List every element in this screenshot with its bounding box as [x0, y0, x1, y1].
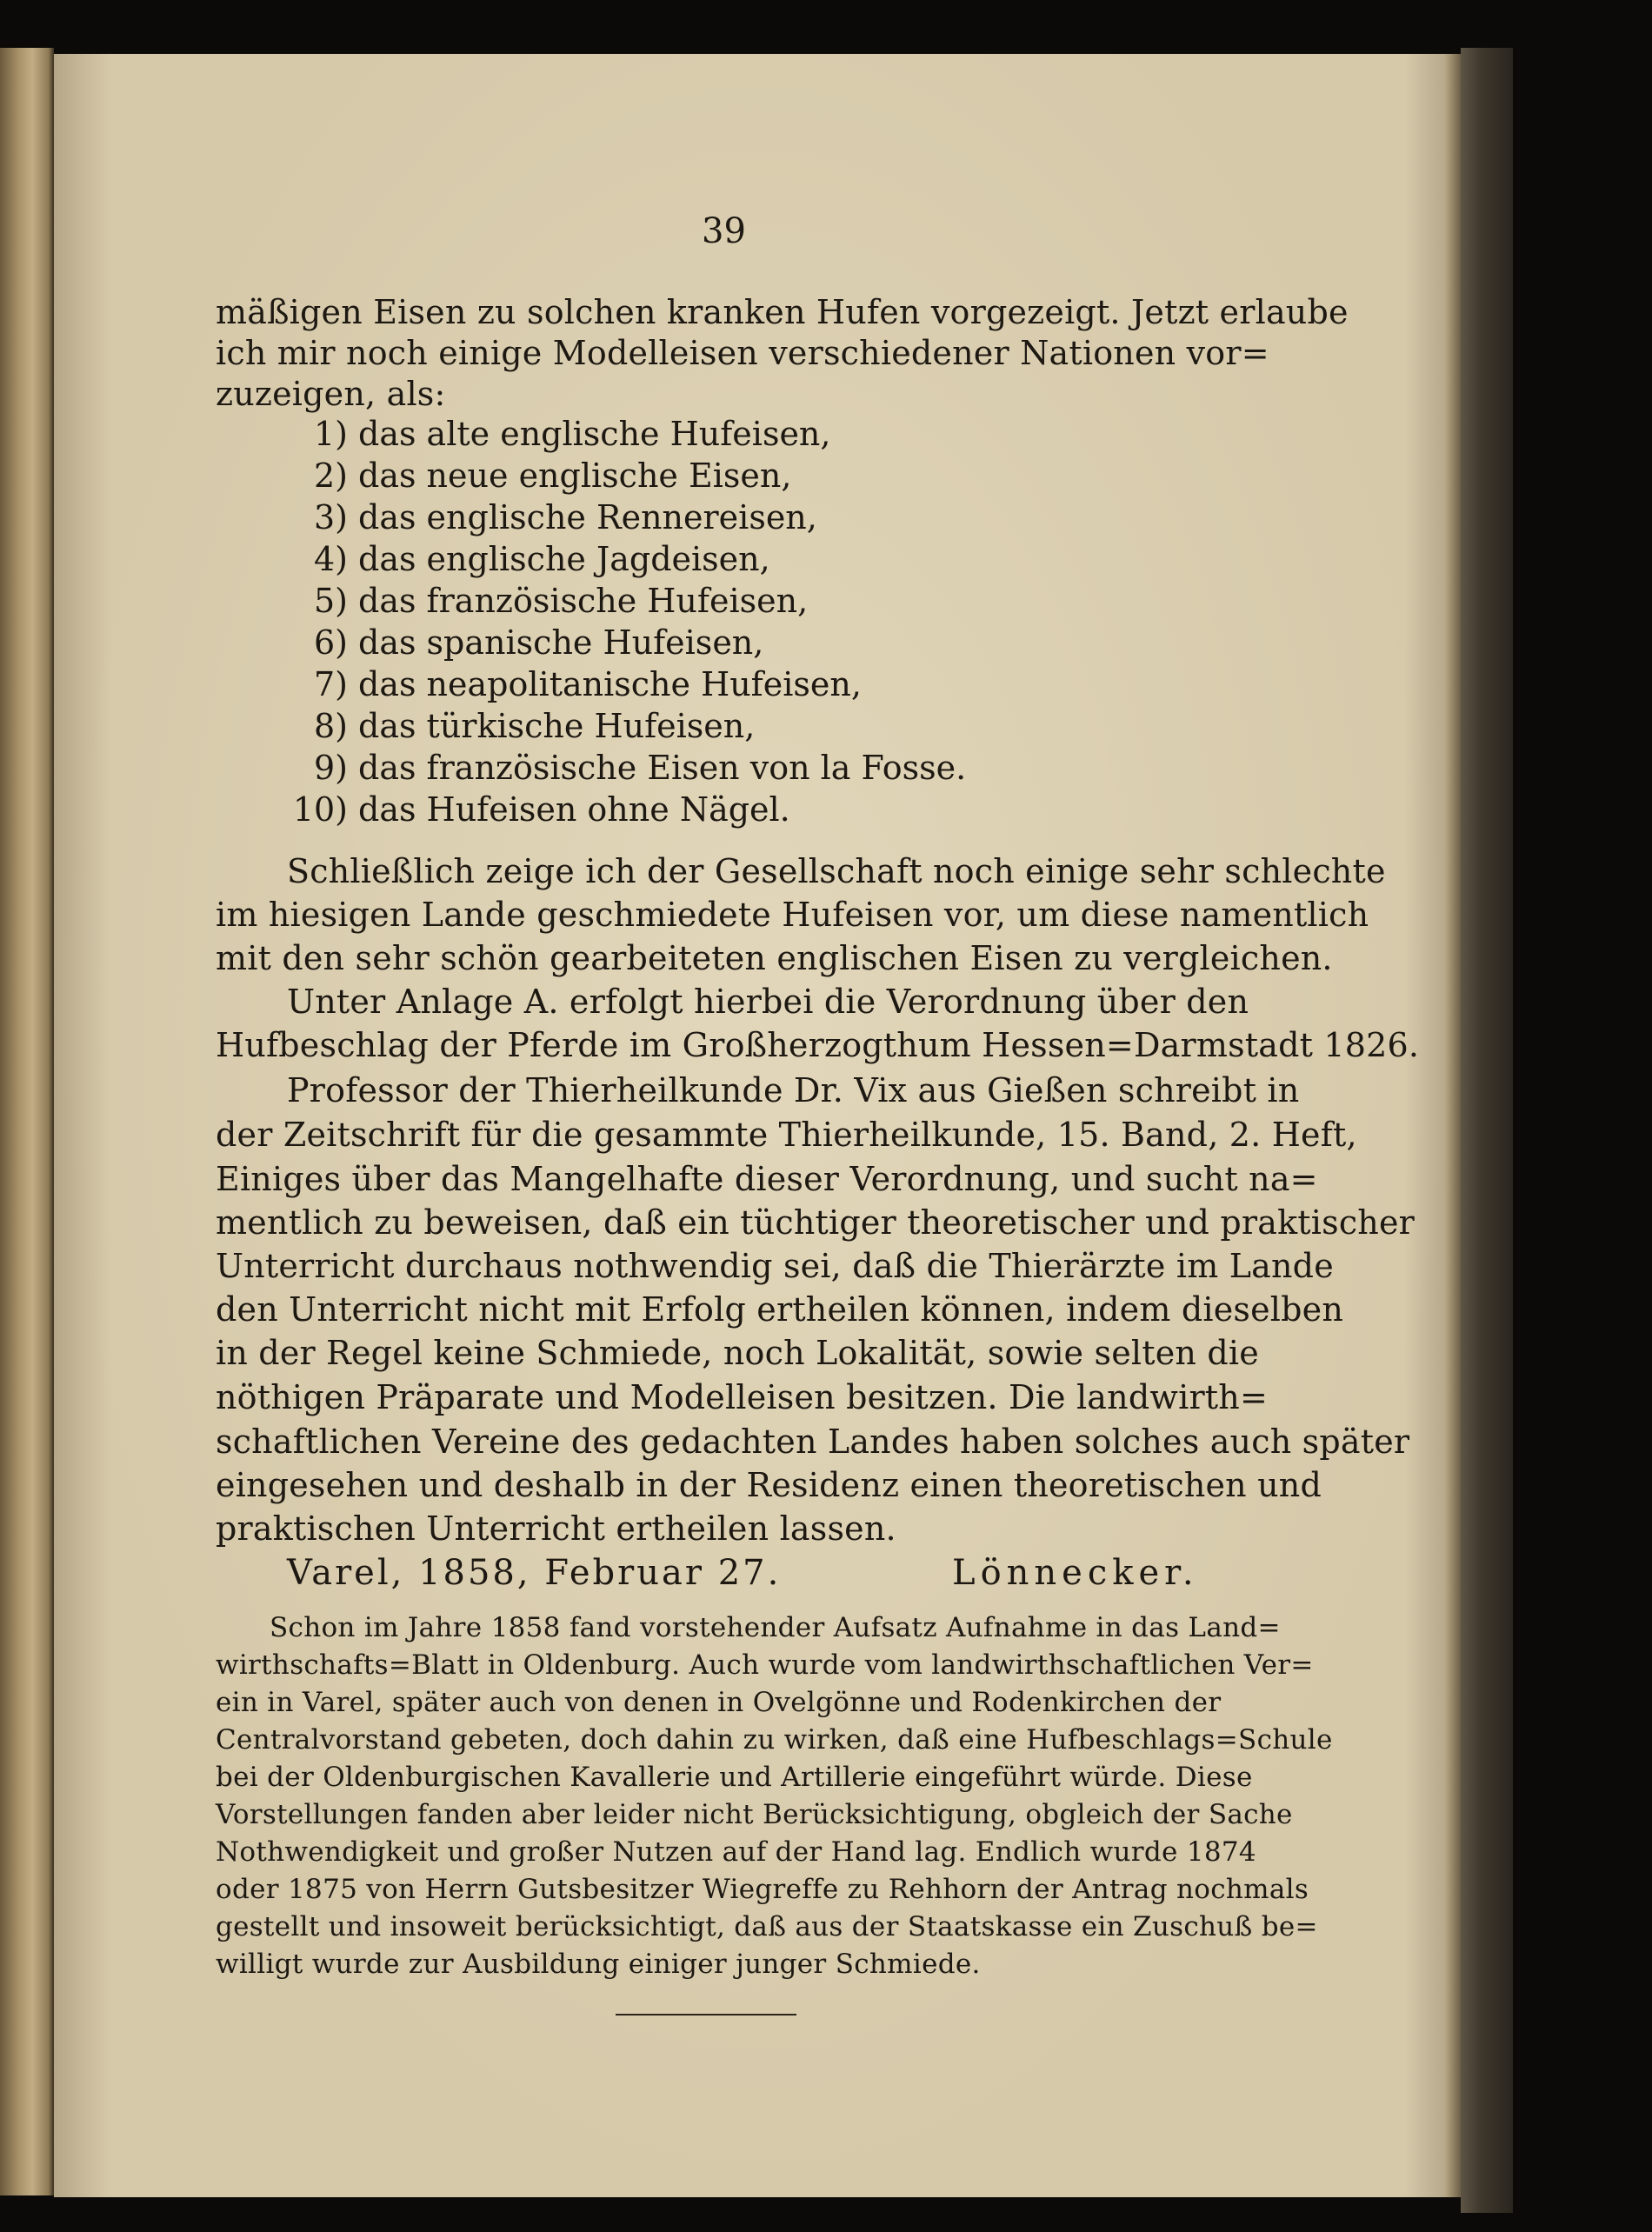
body-line: praktischen Unterricht ertheilen lassen.	[216, 1509, 896, 1548]
book-spine	[1461, 48, 1513, 2213]
intro-line-1: mäßigen Eisen zu solchen kranken Hufen vorgezeigt. Jetzt erlaube	[216, 293, 1349, 331]
body-line: nöthigen Präparate und Modelleisen besitzen. Die landwirth=	[216, 1378, 1268, 1416]
body-line: Professor der Thierheilkunde Dr. Vix aus Gießen schreibt in	[287, 1071, 1300, 1109]
body-line: den Unterricht nicht mit Erfolg ertheilen können, indem dieselben	[216, 1290, 1344, 1329]
page-number: 39	[702, 211, 746, 251]
list-item-number: 4)	[313, 540, 348, 578]
list-item-text: das englische Jagdeisen,	[358, 540, 770, 578]
body-line: Hufbeschlag der Pferde im Großherzogthum Hessen=Darmstadt 1826.	[216, 1026, 1420, 1064]
list-item-number: 6)	[313, 623, 348, 662]
list-item-text: das Hufeisen ohne Nägel.	[358, 790, 790, 829]
list-item-number: 3)	[313, 498, 348, 536]
list-item-text: das alte englische Hufeisen,	[358, 415, 831, 453]
list-item-number: 10)	[292, 790, 348, 829]
section-divider	[616, 2014, 796, 2015]
intro-line-2: ich mir noch einige Modelleisen verschiedener Nationen vor=	[216, 334, 1269, 372]
body-line: mit den sehr schön gearbeiteten englischen Eisen zu vergleichen.	[216, 939, 1333, 977]
footnote-line: bei der Oldenburgischen Kavallerie und Artillerie eingeführt würde. Diese	[216, 1762, 1253, 1793]
footnote-line: ein in Varel, später auch von denen in Ovelgönne und Rodenkirchen der	[216, 1687, 1222, 1718]
body-line: schaftlichen Vereine des gedachten Landes haben solches auch später	[216, 1422, 1410, 1461]
list-item-number: 8)	[313, 707, 348, 745]
list-item-number: 7)	[313, 665, 348, 703]
footnote-line: gestellt und insoweit berücksichtigt, daß aus der Staatskasse ein Zuschuß be=	[216, 1911, 1318, 1942]
list-item-number: 1)	[313, 415, 348, 453]
list-item-text: das englische Rennereisen,	[358, 498, 817, 536]
footnote-line: willigt wurde zur Ausbildung einiger junger Schmiede.	[216, 1949, 981, 1980]
list-item-number: 5)	[313, 582, 348, 620]
footnote-line: Centralvorstand gebeten, doch dahin zu wirken, daß eine Hufbeschlags=Schule	[216, 1724, 1333, 1756]
body-line: in der Regel keine Schmiede, noch Lokalität, sowie selten die	[216, 1334, 1259, 1372]
footnote-line: Vorstellungen fanden aber leider nicht Berücksichtigung, obgleich der Sache	[216, 1799, 1293, 1830]
list-item-text: das spanische Hufeisen,	[358, 623, 764, 662]
footnote-line: wirthschafts=Blatt in Oldenburg. Auch wurde vom landwirthschaftlichen Ver=	[216, 1649, 1314, 1681]
body-line: Unterricht durchaus nothwendig sei, daß die Thierärzte im Lande	[216, 1247, 1334, 1285]
body-line: Unter Anlage A. erfolgt hierbei die Verordnung über den	[287, 983, 1249, 1021]
body-line: eingesehen und deshalb in der Residenz einen theoretischen und	[216, 1466, 1322, 1504]
signature-name: Lönnecker.	[952, 1553, 1199, 1593]
list-item-text: das neue englische Eisen,	[358, 456, 792, 495]
body-line: mentlich zu beweisen, daß ein tüchtiger theoretischer und praktischer	[216, 1203, 1416, 1242]
list-item-number: 9)	[313, 749, 348, 787]
list-item-number: 2)	[313, 456, 348, 495]
body-line: Einiges über das Mangelhafte dieser Verordnung, und sucht na=	[216, 1160, 1318, 1198]
footnote-line: Nothwendigkeit und großer Nutzen auf der Hand lag. Endlich wurde 1874	[216, 1836, 1256, 1868]
list-item-text: das türkische Hufeisen,	[358, 707, 756, 745]
body-line: Schließlich zeige ich der Gesellschaft noch einige sehr schlechte	[287, 852, 1386, 890]
footnote-line: Schon im Jahre 1858 fand vorstehender Aufsatz Aufnahme in das Land=	[270, 1612, 1281, 1643]
body-line: der Zeitschrift für die gesammte Thierheilkunde, 15. Band, 2. Heft,	[216, 1116, 1357, 1154]
list-item-text: das französische Hufeisen,	[358, 582, 809, 620]
intro-line-3: zuzeigen, als:	[216, 375, 446, 413]
list-item-text: das neapolitanische Hufeisen,	[358, 665, 862, 703]
body-line: im hiesigen Lande geschmiedete Hufeisen vor, um diese namentlich	[216, 896, 1369, 934]
signature-place-date: Varel, 1858, Februar 27.	[287, 1553, 782, 1593]
page-gutter	[1445, 54, 1461, 2197]
footnote-line: oder 1875 von Herrn Gutsbesitzer Wiegreffe zu Rehhorn der Antrag nochmals	[216, 1874, 1309, 1905]
list-item-text: das französische Eisen von la Fosse.	[358, 749, 967, 787]
left-page-edge	[0, 48, 54, 2195]
